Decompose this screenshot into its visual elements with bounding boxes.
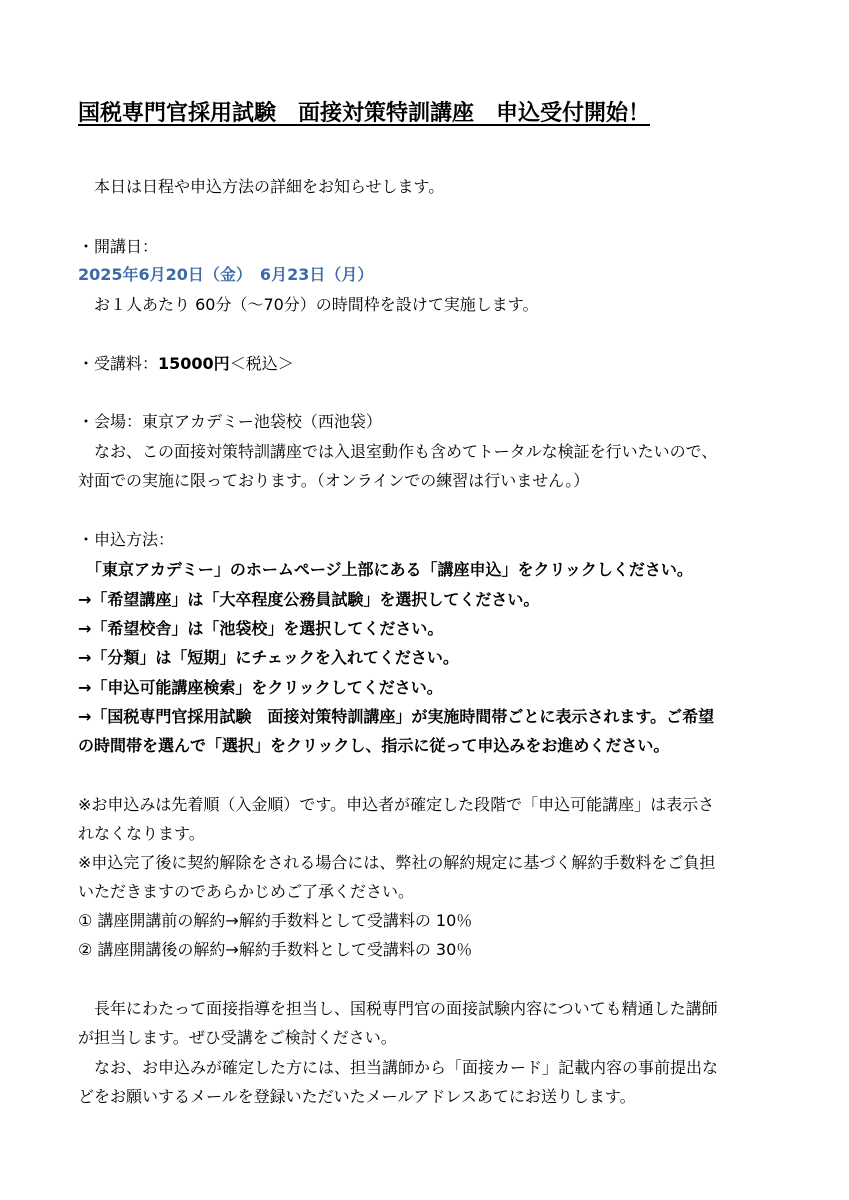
- notice-line: いただきますのであらかじめご了承ください。: [78, 882, 415, 901]
- fee-line: [78, 354, 778, 374]
- application-step: →「分類」は「短期」にチェックを入れてください。: [78, 648, 459, 667]
- venue-label: ・会場：東京アカデミー池袋校（西池袋）: [78, 412, 382, 431]
- closing-line: なお、お申込みが確定した方には、担当講師から「面接カード」記載内容の事前提出な: [78, 1058, 719, 1077]
- application-step: →「希望講座」は「大卒程度公務員試験」を選択してください。: [78, 590, 540, 609]
- fee-tax: ＜税込＞: [229, 354, 294, 373]
- notice-line: ① 講座開講前の解約→解約手数料として受講料の 10％: [78, 911, 473, 930]
- fee-amount: 15000円: [158, 354, 230, 373]
- schedule-note: お１人あたり 60分（～70分）の時間枠を設けて実施します。: [78, 295, 539, 314]
- venue-note-2: 対面での実施に限っております。（オンラインでの練習は行いません。）: [78, 471, 590, 490]
- fee-label: ・受講料：: [78, 354, 159, 373]
- notice-line: れなくなります。: [78, 824, 205, 843]
- application-step: の時間帯を選んで「選択」をクリックし、指示に従って申込みをお進めください。: [78, 736, 670, 755]
- application-step: →「申込可能講座検索」をクリックしてください。: [78, 678, 443, 697]
- closing-line: 長年にわたって面接指導を担当し、国税専門官の面接試験内容についても精通した講師: [78, 999, 718, 1018]
- closing-line: どをお願いするメールを登録いただいたメールアドレスあてにお送りします。: [78, 1087, 636, 1106]
- notice-line: ② 講座開講後の解約→解約手数料として受講料の 30％: [78, 940, 473, 959]
- notice-line: ※お申込みは先着順（入金順）です。申込者が確定した段階で「申込可能講座」は表示さ: [78, 795, 715, 814]
- notice-line: ※申込完了後に契約解除をされる場合には、弊社の解約規定に基づく解約手数料をご負担: [78, 853, 716, 872]
- page-title: 国税専門官採用試験 面接対策特訓講座 申込受付開始！: [78, 101, 651, 126]
- schedule-label: ・開講日：: [78, 237, 159, 256]
- application-step: →「希望校舎」は「池袋校」を選択してください。: [78, 619, 444, 638]
- schedule-dates: 2025年6月20日（金） 6月23日（月）: [78, 265, 374, 284]
- closing-line: が担当します。ぜひ受講をご検討ください。: [78, 1028, 397, 1047]
- application-label: ・申込方法：: [78, 530, 175, 549]
- intro-text: 本日は日程や申込方法の詳細をお知らせします。: [78, 177, 445, 196]
- application-step: 「東京アカデミー」のホームページ上部にある「講座申込」をクリックしください。: [78, 560, 693, 579]
- venue-note-1: なお、この面接対策特訓講座では入退室動作も含めてトータルな検証を行いたいので、: [78, 442, 718, 461]
- application-step: →「国税専門官採用試験 面接対策特訓講座」が実施時間帯ごとに表示されます。ご希望: [78, 707, 715, 726]
